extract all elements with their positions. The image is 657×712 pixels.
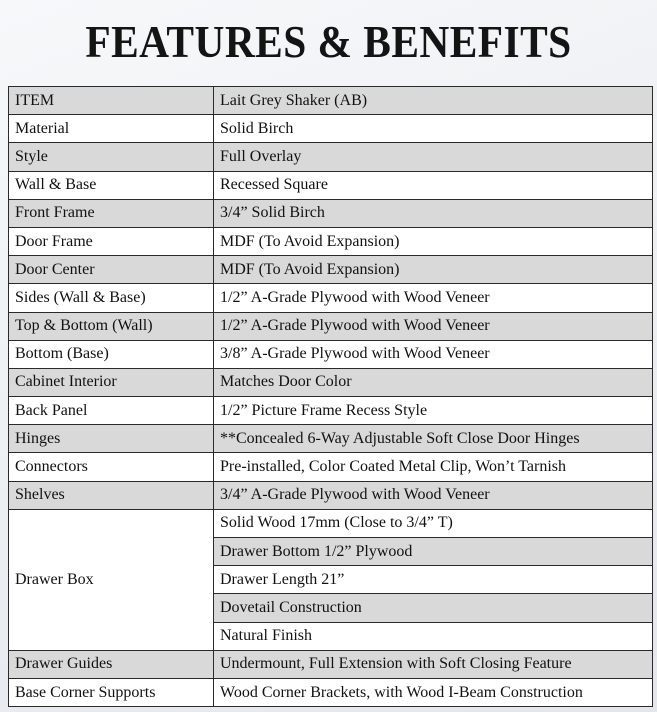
table-row-back-panel: [9, 397, 653, 425]
table-row-material: [9, 115, 653, 143]
row-label: Top & Bottom (Wall): [9, 312, 214, 340]
table-row-top-bottom: [9, 312, 653, 340]
row-label: Style: [9, 143, 214, 171]
table-row-drawer-guides: [9, 650, 653, 678]
row-label: Hinges: [9, 425, 214, 453]
row-label: Drawer Guides: [9, 650, 214, 678]
row-label: Material: [9, 115, 214, 143]
row-value: Full Overlay: [214, 143, 653, 171]
page-title: FEATURES & BENEFITS: [85, 16, 572, 67]
row-label: Door Center: [9, 256, 214, 284]
row-label: Wall & Base: [9, 171, 214, 199]
row-value: Matches Door Color: [214, 368, 653, 396]
row-label: ITEM: [9, 87, 214, 115]
table-row-door-center: [9, 256, 653, 284]
row-value: **Concealed 6-Way Adjustable Soft Close Door Hinges: [214, 425, 653, 453]
row-label: Back Panel: [9, 397, 214, 425]
drawer-box-value: Dovetail Construction: [214, 594, 653, 622]
row-value: 3/4” A-Grade Plywood with Wood Veneer: [214, 481, 653, 509]
table-row-door-frame: [9, 227, 653, 255]
row-value: 3/8” A-Grade Plywood with Wood Veneer: [214, 340, 653, 368]
row-label: Sides (Wall & Base): [9, 284, 214, 312]
row-value: MDF (To Avoid Expansion): [214, 256, 653, 284]
table-row-sides: [9, 284, 653, 312]
table-row-item: [9, 87, 653, 115]
row-value: Wood Corner Brackets, with Wood I-Beam Construction: [214, 678, 653, 706]
table-row-base-corner-supports: [9, 678, 653, 706]
row-value: Pre-installed, Color Coated Metal Clip, Won’t Tarnish: [214, 453, 653, 481]
row-value: Undermount, Full Extension with Soft Closing Feature: [214, 650, 653, 678]
table-row-drawer-box: [9, 509, 653, 537]
row-label: Front Frame: [9, 199, 214, 227]
row-value: Recessed Square: [214, 171, 653, 199]
drawer-box-value: Drawer Length 21”: [214, 566, 653, 594]
row-value: 1/2” A-Grade Plywood with Wood Veneer: [214, 312, 653, 340]
row-value: Solid Birch: [214, 115, 653, 143]
table-row-front-frame: [9, 199, 653, 227]
drawer-box-label: Drawer Box: [9, 509, 214, 650]
row-label: Connectors: [9, 453, 214, 481]
row-value: 1/2” Picture Frame Recess Style: [214, 397, 653, 425]
drawer-box-value: Drawer Bottom 1/2” Plywood: [214, 538, 653, 566]
row-value: MDF (To Avoid Expansion): [214, 227, 653, 255]
table-row-hinges: [9, 425, 653, 453]
table-row-shelves: [9, 481, 653, 509]
row-label: Base Corner Supports: [9, 678, 214, 706]
row-value: 3/4” Solid Birch: [214, 199, 653, 227]
table-row-bottom-base: [9, 340, 653, 368]
table-row-cabinet-interior: [9, 368, 653, 396]
row-value: Lait Grey Shaker (AB): [214, 87, 653, 115]
features-table: [8, 86, 653, 707]
table-row-style: [9, 143, 653, 171]
drawer-box-value: Solid Wood 17mm (Close to 3/4” T): [214, 509, 653, 537]
drawer-box-value: Natural Finish: [214, 622, 653, 650]
row-label: Bottom (Base): [9, 340, 214, 368]
table-row-connectors: [9, 453, 653, 481]
row-value: 1/2” A-Grade Plywood with Wood Veneer: [214, 284, 653, 312]
row-label: Shelves: [9, 481, 214, 509]
table-row-wall-base: [9, 171, 653, 199]
row-label: Cabinet Interior: [9, 368, 214, 396]
row-label: Door Frame: [9, 227, 214, 255]
